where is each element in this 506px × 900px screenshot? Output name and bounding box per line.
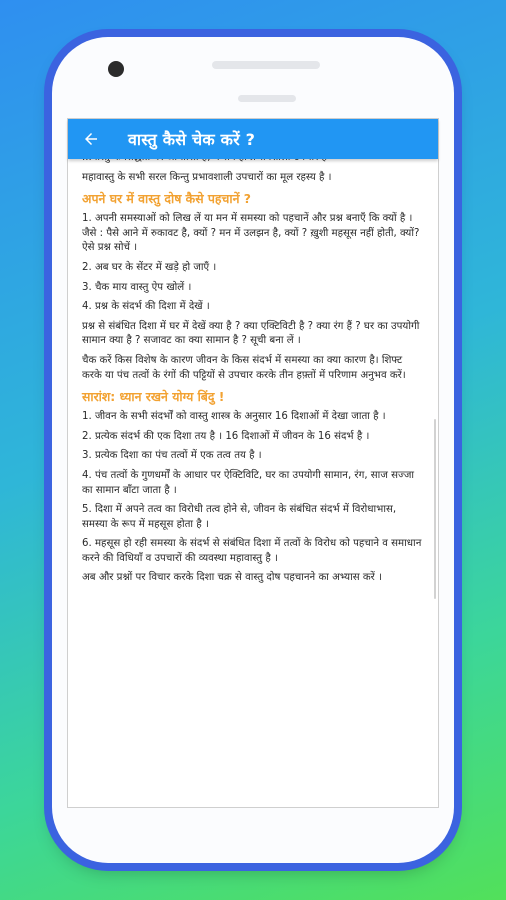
paragraph: 5. दिशा में अपने तत्व का विरोधी तत्व होने से, जीवन के संबंधित संदर्भ में विरोधाभास, समस्या के रूप में महसूस होता है । [82, 504, 397, 530]
paragraph: चैक करें किस विशेष के कारण जीवन के किस संदर्भ में समस्या का क्या कारण है। शिफ्ट करके या पंच तत्वों के रंगों की पट्टियों से उपचार करके तीन हफ़्तों में परिणाम अनुभव करें। [82, 354, 406, 381]
paragraph: 4. प्रश्न के संदर्भ की दिशा में देखें । [82, 301, 210, 313]
back-arrow-icon[interactable] [82, 129, 102, 149]
app-bar [68, 119, 438, 159]
paragraph: 2. अब घर के सेंटर में खड़े हो जाएँ । [82, 261, 217, 273]
paragraph: 1. जीवन के सभी संदर्भों को वास्तु शास्त्र के अनुसार 16 दिशाओं में देखा जाता है । [82, 411, 386, 423]
paragraph: प्रश्न से संबंधित दिशा में घर में देखें क्या है ? क्या एक्टिविटी है ? क्या रंग हैं ? घर का उपयोगी सामान क्या है ? सजावट का क्या सामान है ? सूची बना लें । [82, 320, 420, 347]
section-heading-identify: अपने घर में वास्तु दोष कैसे पहचानें ? [82, 191, 251, 207]
paragraph: 6. महसूस हो रही समस्या के संदर्भ से संबंधित दिशा में तत्वों के विरोध को पहचाने व समाधान करने की विधियाँ व उपचारों की व्यवस्था महावास्तु है । [82, 538, 422, 564]
intro-text: महावास्तु के सभी सरल किन्तु प्रभावशाली उपचारों का मूल रहस्य है । [82, 171, 332, 183]
paragraph: 3. चैक माय वास्तु ऐप खोलें । [82, 281, 192, 293]
phone-frame [52, 37, 454, 863]
scrollbar[interactable] [434, 419, 436, 599]
paragraph: 4. पंच तत्वों के गुणधर्मों के आधार पर ऐक्टिविटि, घर का उपयोगी सामान, रंग, साज सज्जा का सामान बाँटा जाता है । [82, 469, 415, 496]
paragraph: 1. अपनी समस्याओं को लिख लें या मन में समस्या को पहचानें और प्रश्न बनाएँ कि क्यों है । जैसे : पैसे आने में रुकावट है, क्यों ? मन में उलझन है, क्यों ? ख़ुशी महसूस नहीं होती, क्यों? ऐसे प्रश्न सोचें । [82, 213, 420, 254]
app-screen [67, 118, 439, 808]
article-content[interactable] [68, 159, 438, 807]
front-camera [108, 61, 124, 77]
speaker-grille [212, 61, 320, 69]
proximity-sensor [238, 95, 296, 102]
paragraph: 3. प्रत्येक दिशा का पंच तत्वों में एक तत्व तय है । [82, 450, 262, 462]
paragraph: अब और प्रश्नों पर विचार करके दिशा चक्र से वास्तु दोष पहचानने का अभ्यास करें । [82, 572, 382, 584]
page-title: वास्तु कैसे चेक करें ? [128, 130, 256, 149]
section-heading-summary: सारांश: ध्यान रखने योग्य बिंदु ! [82, 389, 225, 405]
paragraph: 2. प्रत्येक संदर्भ की एक दिशा तय है । 16 दिशाओं में जीवन के 16 संदर्भ है । [82, 430, 370, 442]
